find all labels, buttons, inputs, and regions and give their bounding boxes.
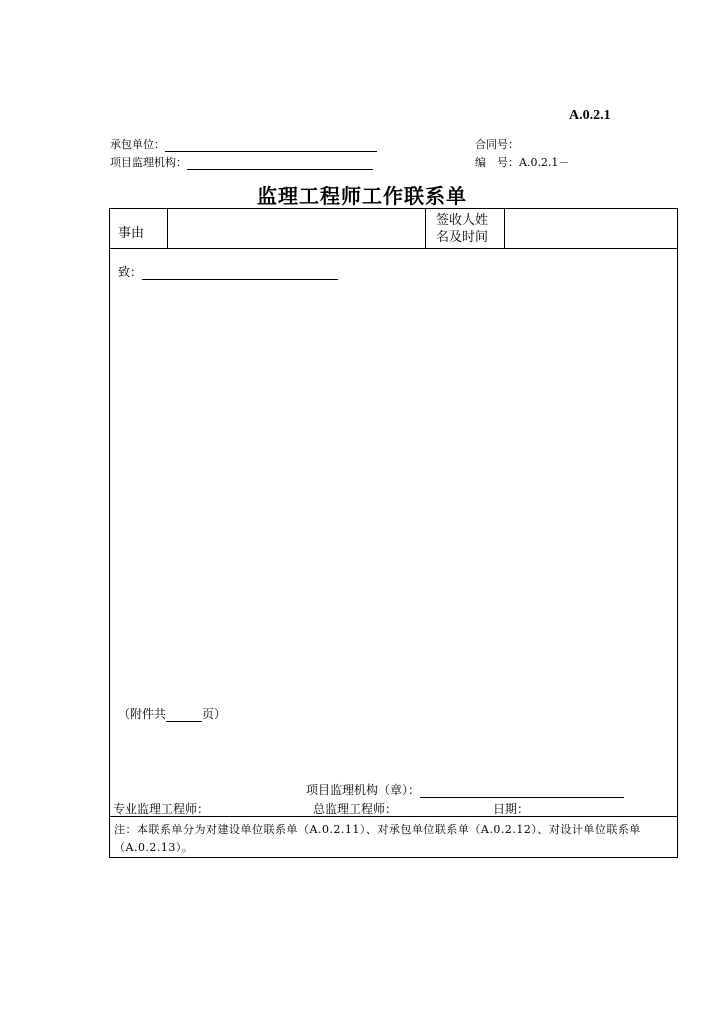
content-area[interactable] bbox=[118, 289, 668, 689]
footnote: 注：本联系单分为对建设单位联系单（A.0.2.11）、对承包单位联系单（A.0.2.12）、对设计单位联系单（A.0.2.13）。 bbox=[114, 823, 641, 854]
recipient-label: 致： bbox=[118, 265, 143, 279]
liaison-form bbox=[109, 208, 678, 858]
supervision-org-line bbox=[110, 156, 373, 170]
recipient-field[interactable] bbox=[142, 267, 338, 280]
signature-line bbox=[113, 800, 615, 817]
receiver-label: 签收人姓 名及时间 bbox=[436, 213, 489, 245]
serial-no: 编 号：A.0.2.1－ bbox=[475, 156, 570, 169]
contractor-field[interactable] bbox=[165, 140, 377, 152]
attachment-line bbox=[118, 705, 226, 722]
contract-no: 合同号： bbox=[475, 138, 519, 151]
org-seal-field[interactable] bbox=[420, 785, 624, 798]
contractor-line bbox=[110, 138, 377, 152]
supervision-org-label: 项目监理机构： bbox=[110, 156, 187, 169]
contractor-label: 承包单位： bbox=[110, 138, 165, 151]
specialist-label: 专业监理工程师： bbox=[113, 802, 210, 816]
note-divider bbox=[110, 816, 677, 817]
subject-label: 事由 bbox=[118, 226, 145, 241]
subject-row bbox=[110, 209, 677, 249]
supervision-org-field[interactable] bbox=[187, 158, 373, 170]
attachment-suffix: 页） bbox=[202, 707, 227, 721]
chief-label: 总监理工程师： bbox=[313, 802, 398, 816]
date-label: 日期： bbox=[493, 802, 530, 816]
subject-field[interactable] bbox=[168, 209, 425, 248]
recipient-line bbox=[118, 263, 338, 280]
org-seal-line bbox=[306, 781, 624, 798]
page-title: 监理工程师工作联系单 bbox=[257, 184, 467, 208]
org-seal-label: 项目监理机构（章）： bbox=[306, 783, 421, 797]
receiver-field[interactable] bbox=[505, 209, 677, 248]
attachment-pages-field[interactable] bbox=[166, 709, 202, 722]
attachment-prefix: （附件共 bbox=[118, 707, 167, 721]
divider-line bbox=[425, 209, 426, 248]
form-code: A.0.2.1 bbox=[569, 108, 611, 123]
